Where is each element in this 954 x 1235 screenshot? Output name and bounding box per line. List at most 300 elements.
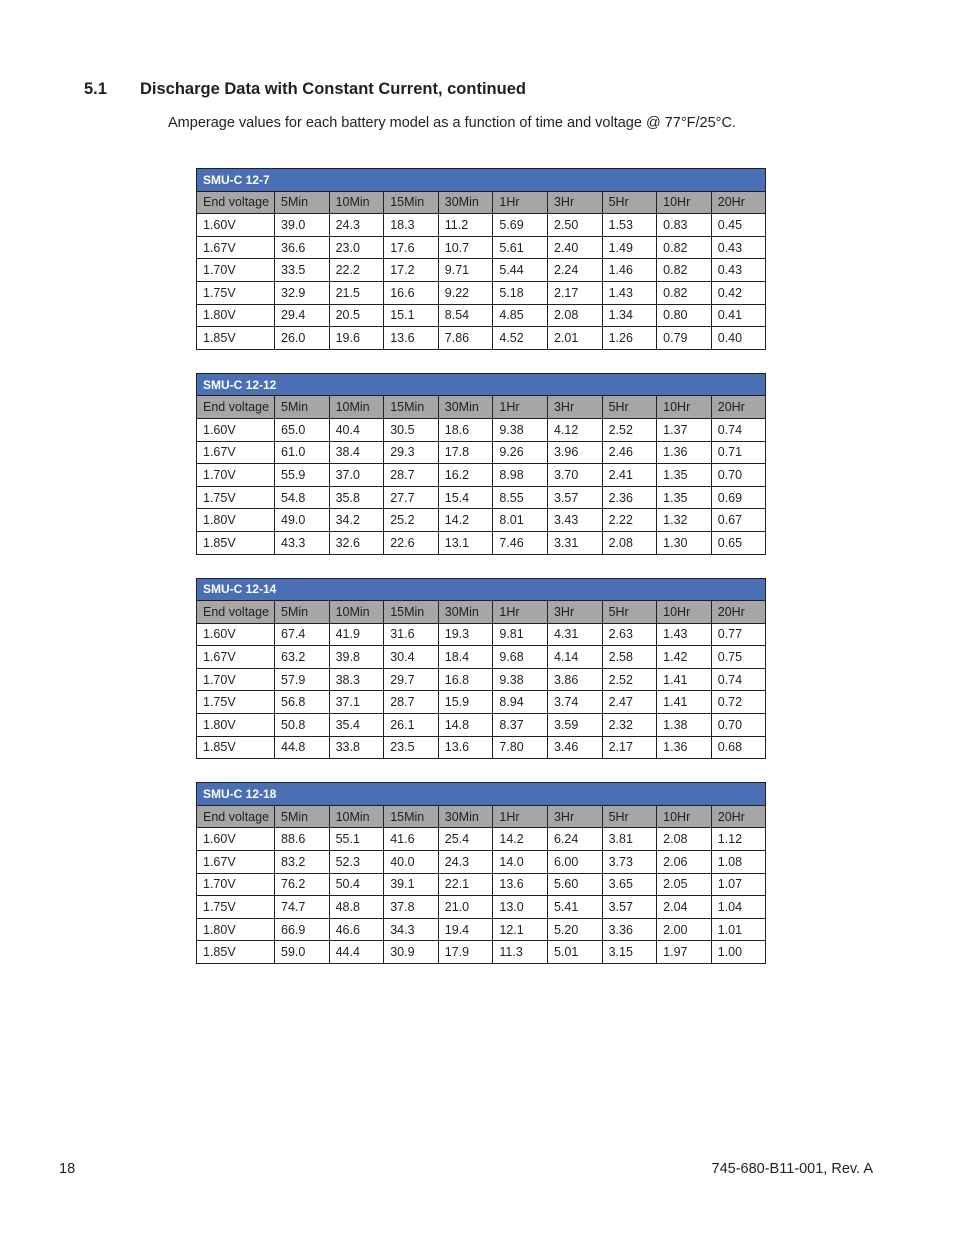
end-voltage-cell: 1.80V xyxy=(197,918,275,941)
amperage-cell: 35.4 xyxy=(329,714,384,737)
amperage-cell: 31.6 xyxy=(384,623,439,646)
amperage-cell: 29.4 xyxy=(275,304,330,327)
amperage-cell: 54.8 xyxy=(275,486,330,509)
amperage-cell: 3.57 xyxy=(547,486,602,509)
amperage-cell: 29.7 xyxy=(384,668,439,691)
column-header: 3Hr xyxy=(547,805,602,828)
column-header: 15Min xyxy=(384,601,439,624)
amperage-cell: 24.3 xyxy=(329,214,384,237)
amperage-cell: 65.0 xyxy=(275,418,330,441)
column-header: 20Hr xyxy=(711,191,766,214)
amperage-cell: 30.5 xyxy=(384,418,439,441)
end-voltage-cell: 1.75V xyxy=(197,281,275,304)
end-voltage-cell: 1.85V xyxy=(197,327,275,350)
amperage-cell: 0.80 xyxy=(657,304,712,327)
amperage-cell: 32.9 xyxy=(275,281,330,304)
amperage-cell: 34.3 xyxy=(384,918,439,941)
model-name: SMU-C 12-14 xyxy=(197,578,766,601)
amperage-cell: 5.44 xyxy=(493,259,548,282)
table-row xyxy=(197,418,766,441)
amperage-cell: 10.7 xyxy=(438,236,493,259)
amperage-cell: 1.41 xyxy=(657,668,712,691)
end-voltage-cell: 1.70V xyxy=(197,464,275,487)
table-row xyxy=(197,509,766,532)
column-header: 5Min xyxy=(275,601,330,624)
amperage-cell: 1.38 xyxy=(657,714,712,737)
amperage-cell: 0.82 xyxy=(657,281,712,304)
column-header: 10Hr xyxy=(657,191,712,214)
amperage-cell: 19.4 xyxy=(438,918,493,941)
column-header: 10Hr xyxy=(657,601,712,624)
amperage-cell: 1.00 xyxy=(711,941,766,964)
amperage-cell: 28.7 xyxy=(384,691,439,714)
amperage-cell: 0.82 xyxy=(657,259,712,282)
amperage-cell: 1.36 xyxy=(657,736,712,759)
amperage-cell: 9.71 xyxy=(438,259,493,282)
section-number: 5.1 xyxy=(84,80,107,98)
column-header: 5Hr xyxy=(602,396,657,419)
amperage-cell: 17.2 xyxy=(384,259,439,282)
amperage-cell: 38.4 xyxy=(329,441,384,464)
column-header: 1Hr xyxy=(493,805,548,828)
column-header: 5Hr xyxy=(602,805,657,828)
amperage-cell: 2.22 xyxy=(602,509,657,532)
end-voltage-cell: 1.85V xyxy=(197,941,275,964)
amperage-cell: 74.7 xyxy=(275,896,330,919)
column-header: 10Min xyxy=(329,805,384,828)
amperage-cell: 36.6 xyxy=(275,236,330,259)
end-voltage-cell: 1.67V xyxy=(197,236,275,259)
amperage-cell: 0.71 xyxy=(711,441,766,464)
column-header: End voltage xyxy=(197,601,275,624)
table-row xyxy=(197,941,766,964)
column-header: 3Hr xyxy=(547,601,602,624)
amperage-cell: 2.46 xyxy=(602,441,657,464)
section-heading xyxy=(84,80,526,99)
amperage-cell: 9.68 xyxy=(493,646,548,669)
end-voltage-cell: 1.85V xyxy=(197,531,275,554)
table-row xyxy=(197,327,766,350)
column-header: 15Min xyxy=(384,191,439,214)
amperage-cell: 9.38 xyxy=(493,668,548,691)
amperage-cell: 22.2 xyxy=(329,259,384,282)
amperage-cell: 2.00 xyxy=(657,918,712,941)
amperage-cell: 0.45 xyxy=(711,214,766,237)
end-voltage-cell: 1.60V xyxy=(197,214,275,237)
column-header: End voltage xyxy=(197,191,275,214)
amperage-cell: 59.0 xyxy=(275,941,330,964)
amperage-cell: 1.36 xyxy=(657,441,712,464)
column-header-row xyxy=(197,601,766,624)
column-header: 10Min xyxy=(329,601,384,624)
column-header: 5Min xyxy=(275,396,330,419)
amperage-cell: 2.24 xyxy=(547,259,602,282)
amperage-cell: 3.86 xyxy=(547,668,602,691)
end-voltage-cell: 1.67V xyxy=(197,646,275,669)
amperage-cell: 18.4 xyxy=(438,646,493,669)
amperage-cell: 3.59 xyxy=(547,714,602,737)
model-row xyxy=(197,783,766,806)
table-row xyxy=(197,714,766,737)
amperage-cell: 3.73 xyxy=(602,851,657,874)
amperage-cell: 3.31 xyxy=(547,531,602,554)
table-row xyxy=(197,691,766,714)
end-voltage-cell: 1.80V xyxy=(197,509,275,532)
amperage-cell: 3.96 xyxy=(547,441,602,464)
end-voltage-cell: 1.60V xyxy=(197,418,275,441)
amperage-cell: 5.60 xyxy=(547,873,602,896)
amperage-cell: 0.74 xyxy=(711,668,766,691)
amperage-cell: 63.2 xyxy=(275,646,330,669)
amperage-cell: 23.5 xyxy=(384,736,439,759)
table-row xyxy=(197,214,766,237)
amperage-cell: 1.37 xyxy=(657,418,712,441)
section-title: Discharge Data with Constant Current, continued xyxy=(140,80,526,98)
document-id: 745-680-B11-001, Rev. A xyxy=(711,1161,873,1177)
end-voltage-cell: 1.85V xyxy=(197,736,275,759)
model-name: SMU-C 12-18 xyxy=(197,783,766,806)
amperage-cell: 8.37 xyxy=(493,714,548,737)
amperage-cell: 8.98 xyxy=(493,464,548,487)
amperage-cell: 3.81 xyxy=(602,828,657,851)
table-row xyxy=(197,236,766,259)
amperage-cell: 3.43 xyxy=(547,509,602,532)
amperage-cell: 20.5 xyxy=(329,304,384,327)
amperage-cell: 3.65 xyxy=(602,873,657,896)
amperage-cell: 2.52 xyxy=(602,418,657,441)
amperage-cell: 3.74 xyxy=(547,691,602,714)
amperage-cell: 22.1 xyxy=(438,873,493,896)
amperage-cell: 0.79 xyxy=(657,327,712,350)
amperage-cell: 48.8 xyxy=(329,896,384,919)
column-header: 10Hr xyxy=(657,805,712,828)
amperage-cell: 0.65 xyxy=(711,531,766,554)
amperage-cell: 88.6 xyxy=(275,828,330,851)
amperage-cell: 0.82 xyxy=(657,236,712,259)
amperage-cell: 13.1 xyxy=(438,531,493,554)
amperage-cell: 2.58 xyxy=(602,646,657,669)
table-row xyxy=(197,441,766,464)
amperage-cell: 2.08 xyxy=(547,304,602,327)
amperage-cell: 50.8 xyxy=(275,714,330,737)
amperage-cell: 1.07 xyxy=(711,873,766,896)
amperage-cell: 19.3 xyxy=(438,623,493,646)
amperage-cell: 0.67 xyxy=(711,509,766,532)
table-row xyxy=(197,281,766,304)
amperage-cell: 40.0 xyxy=(384,851,439,874)
amperage-cell: 1.35 xyxy=(657,486,712,509)
discharge-table xyxy=(196,578,766,760)
amperage-cell: 13.6 xyxy=(384,327,439,350)
amperage-cell: 0.41 xyxy=(711,304,766,327)
column-header: 1Hr xyxy=(493,601,548,624)
amperage-cell: 39.0 xyxy=(275,214,330,237)
amperage-cell: 1.41 xyxy=(657,691,712,714)
amperage-cell: 21.0 xyxy=(438,896,493,919)
end-voltage-cell: 1.67V xyxy=(197,851,275,874)
amperage-cell: 44.4 xyxy=(329,941,384,964)
table-row xyxy=(197,736,766,759)
amperage-cell: 4.85 xyxy=(493,304,548,327)
amperage-cell: 61.0 xyxy=(275,441,330,464)
amperage-cell: 8.55 xyxy=(493,486,548,509)
column-header: 30Min xyxy=(438,601,493,624)
model-row xyxy=(197,373,766,396)
amperage-cell: 15.1 xyxy=(384,304,439,327)
amperage-cell: 0.83 xyxy=(657,214,712,237)
end-voltage-cell: 1.75V xyxy=(197,486,275,509)
column-header: 10Min xyxy=(329,396,384,419)
amperage-cell: 19.6 xyxy=(329,327,384,350)
amperage-cell: 0.68 xyxy=(711,736,766,759)
amperage-cell: 4.12 xyxy=(547,418,602,441)
end-voltage-cell: 1.75V xyxy=(197,691,275,714)
amperage-cell: 29.3 xyxy=(384,441,439,464)
amperage-cell: 16.8 xyxy=(438,668,493,691)
amperage-cell: 2.32 xyxy=(602,714,657,737)
amperage-cell: 26.1 xyxy=(384,714,439,737)
amperage-cell: 44.8 xyxy=(275,736,330,759)
table-row xyxy=(197,668,766,691)
end-voltage-cell: 1.75V xyxy=(197,896,275,919)
end-voltage-cell: 1.70V xyxy=(197,873,275,896)
amperage-cell: 9.38 xyxy=(493,418,548,441)
end-voltage-cell: 1.67V xyxy=(197,441,275,464)
column-header: 5Hr xyxy=(602,191,657,214)
amperage-cell: 52.3 xyxy=(329,851,384,874)
amperage-cell: 28.7 xyxy=(384,464,439,487)
amperage-cell: 1.97 xyxy=(657,941,712,964)
amperage-cell: 0.74 xyxy=(711,418,766,441)
amperage-cell: 2.05 xyxy=(657,873,712,896)
amperage-cell: 23.0 xyxy=(329,236,384,259)
amperage-cell: 5.18 xyxy=(493,281,548,304)
amperage-cell: 1.46 xyxy=(602,259,657,282)
amperage-cell: 25.2 xyxy=(384,509,439,532)
amperage-cell: 2.50 xyxy=(547,214,602,237)
amperage-cell: 25.4 xyxy=(438,828,493,851)
column-header-row xyxy=(197,396,766,419)
amperage-cell: 50.4 xyxy=(329,873,384,896)
amperage-cell: 12.1 xyxy=(493,918,548,941)
amperage-cell: 56.8 xyxy=(275,691,330,714)
amperage-cell: 17.9 xyxy=(438,941,493,964)
amperage-cell: 32.6 xyxy=(329,531,384,554)
amperage-cell: 3.70 xyxy=(547,464,602,487)
amperage-cell: 4.52 xyxy=(493,327,548,350)
amperage-cell: 0.69 xyxy=(711,486,766,509)
model-name: SMU-C 12-12 xyxy=(197,373,766,396)
column-header: 5Hr xyxy=(602,601,657,624)
table-row xyxy=(197,828,766,851)
amperage-cell: 66.9 xyxy=(275,918,330,941)
table-row xyxy=(197,623,766,646)
amperage-cell: 6.00 xyxy=(547,851,602,874)
end-voltage-cell: 1.80V xyxy=(197,714,275,737)
amperage-cell: 1.01 xyxy=(711,918,766,941)
amperage-cell: 1.43 xyxy=(602,281,657,304)
table-row xyxy=(197,851,766,874)
amperage-cell: 2.41 xyxy=(602,464,657,487)
amperage-cell: 21.5 xyxy=(329,281,384,304)
amperage-cell: 9.81 xyxy=(493,623,548,646)
amperage-cell: 37.0 xyxy=(329,464,384,487)
amperage-cell: 37.1 xyxy=(329,691,384,714)
amperage-cell: 8.01 xyxy=(493,509,548,532)
amperage-cell: 4.31 xyxy=(547,623,602,646)
amperage-cell: 1.49 xyxy=(602,236,657,259)
discharge-table xyxy=(196,782,766,964)
amperage-cell: 18.6 xyxy=(438,418,493,441)
amperage-cell: 5.01 xyxy=(547,941,602,964)
amperage-cell: 1.08 xyxy=(711,851,766,874)
table-row xyxy=(197,259,766,282)
amperage-cell: 5.41 xyxy=(547,896,602,919)
amperage-cell: 39.1 xyxy=(384,873,439,896)
amperage-cell: 41.6 xyxy=(384,828,439,851)
amperage-cell: 0.40 xyxy=(711,327,766,350)
amperage-cell: 33.5 xyxy=(275,259,330,282)
amperage-cell: 22.6 xyxy=(384,531,439,554)
model-row xyxy=(197,578,766,601)
amperage-cell: 17.8 xyxy=(438,441,493,464)
amperage-cell: 9.22 xyxy=(438,281,493,304)
column-header: 3Hr xyxy=(547,191,602,214)
amperage-cell: 0.70 xyxy=(711,464,766,487)
column-header: 10Hr xyxy=(657,396,712,419)
amperage-cell: 0.75 xyxy=(711,646,766,669)
column-header: 20Hr xyxy=(711,601,766,624)
amperage-cell: 1.35 xyxy=(657,464,712,487)
column-header: 1Hr xyxy=(493,191,548,214)
amperage-cell: 15.9 xyxy=(438,691,493,714)
amperage-cell: 1.34 xyxy=(602,304,657,327)
amperage-cell: 8.54 xyxy=(438,304,493,327)
column-header: 5Min xyxy=(275,191,330,214)
amperage-cell: 2.06 xyxy=(657,851,712,874)
amperage-cell: 18.3 xyxy=(384,214,439,237)
table-row xyxy=(197,646,766,669)
amperage-cell: 43.3 xyxy=(275,531,330,554)
amperage-cell: 0.77 xyxy=(711,623,766,646)
amperage-cell: 3.36 xyxy=(602,918,657,941)
amperage-cell: 57.9 xyxy=(275,668,330,691)
amperage-cell: 55.1 xyxy=(329,828,384,851)
column-header: 30Min xyxy=(438,805,493,828)
column-header: 5Min xyxy=(275,805,330,828)
amperage-cell: 7.80 xyxy=(493,736,548,759)
amperage-cell: 55.9 xyxy=(275,464,330,487)
amperage-cell: 2.36 xyxy=(602,486,657,509)
amperage-cell: 16.6 xyxy=(384,281,439,304)
amperage-cell: 2.63 xyxy=(602,623,657,646)
amperage-cell: 41.9 xyxy=(329,623,384,646)
intro-paragraph: Amperage values for each battery model as a function of time and voltage @ 77°F/25°C. xyxy=(168,115,736,131)
amperage-cell: 14.0 xyxy=(493,851,548,874)
amperage-cell: 5.69 xyxy=(493,214,548,237)
amperage-cell: 37.8 xyxy=(384,896,439,919)
amperage-cell: 1.30 xyxy=(657,531,712,554)
amperage-cell: 2.17 xyxy=(602,736,657,759)
amperage-cell: 83.2 xyxy=(275,851,330,874)
amperage-cell: 5.61 xyxy=(493,236,548,259)
amperage-cell: 1.32 xyxy=(657,509,712,532)
amperage-cell: 1.12 xyxy=(711,828,766,851)
discharge-table xyxy=(196,168,766,350)
column-header: 30Min xyxy=(438,191,493,214)
table-row xyxy=(197,896,766,919)
amperage-cell: 13.0 xyxy=(493,896,548,919)
amperage-cell: 15.4 xyxy=(438,486,493,509)
discharge-table xyxy=(196,373,766,555)
amperage-cell: 2.01 xyxy=(547,327,602,350)
amperage-cell: 33.8 xyxy=(329,736,384,759)
column-header: 20Hr xyxy=(711,805,766,828)
amperage-cell: 30.4 xyxy=(384,646,439,669)
table-row xyxy=(197,304,766,327)
amperage-cell: 3.57 xyxy=(602,896,657,919)
amperage-cell: 27.7 xyxy=(384,486,439,509)
end-voltage-cell: 1.80V xyxy=(197,304,275,327)
table-row xyxy=(197,531,766,554)
amperage-cell: 0.43 xyxy=(711,236,766,259)
column-header-row xyxy=(197,805,766,828)
table-row xyxy=(197,918,766,941)
amperage-cell: 0.43 xyxy=(711,259,766,282)
amperage-cell: 24.3 xyxy=(438,851,493,874)
column-header: 30Min xyxy=(438,396,493,419)
end-voltage-cell: 1.70V xyxy=(197,668,275,691)
discharge-tables xyxy=(196,168,766,987)
amperage-cell: 5.20 xyxy=(547,918,602,941)
end-voltage-cell: 1.60V xyxy=(197,623,275,646)
amperage-cell: 0.70 xyxy=(711,714,766,737)
column-header-row xyxy=(197,191,766,214)
amperage-cell: 1.53 xyxy=(602,214,657,237)
amperage-cell: 14.8 xyxy=(438,714,493,737)
amperage-cell: 67.4 xyxy=(275,623,330,646)
table-row xyxy=(197,464,766,487)
amperage-cell: 7.46 xyxy=(493,531,548,554)
amperage-cell: 11.3 xyxy=(493,941,548,964)
amperage-cell: 49.0 xyxy=(275,509,330,532)
amperage-cell: 0.72 xyxy=(711,691,766,714)
amperage-cell: 38.3 xyxy=(329,668,384,691)
amperage-cell: 7.86 xyxy=(438,327,493,350)
amperage-cell: 14.2 xyxy=(438,509,493,532)
amperage-cell: 9.26 xyxy=(493,441,548,464)
amperage-cell: 1.43 xyxy=(657,623,712,646)
amperage-cell: 30.9 xyxy=(384,941,439,964)
amperage-cell: 3.46 xyxy=(547,736,602,759)
column-header: 15Min xyxy=(384,805,439,828)
amperage-cell: 35.8 xyxy=(329,486,384,509)
amperage-cell: 2.47 xyxy=(602,691,657,714)
model-row xyxy=(197,169,766,192)
table-row xyxy=(197,486,766,509)
amperage-cell: 2.08 xyxy=(602,531,657,554)
column-header: End voltage xyxy=(197,396,275,419)
amperage-cell: 14.2 xyxy=(493,828,548,851)
model-name: SMU-C 12-7 xyxy=(197,169,766,192)
amperage-cell: 13.6 xyxy=(438,736,493,759)
column-header: 3Hr xyxy=(547,396,602,419)
amperage-cell: 2.04 xyxy=(657,896,712,919)
end-voltage-cell: 1.60V xyxy=(197,828,275,851)
end-voltage-cell: 1.70V xyxy=(197,259,275,282)
amperage-cell: 16.2 xyxy=(438,464,493,487)
amperage-cell: 13.6 xyxy=(493,873,548,896)
